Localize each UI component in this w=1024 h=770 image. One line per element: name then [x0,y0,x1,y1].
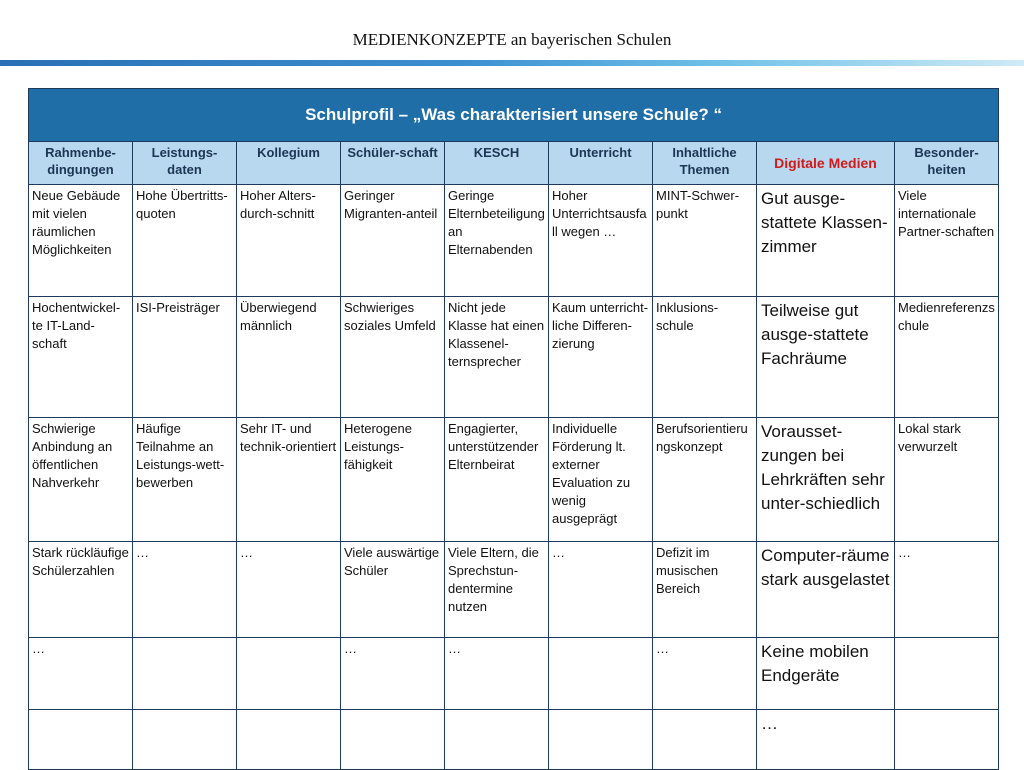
column-header: KESCH [445,142,549,185]
table-cell [237,638,341,710]
table-cell [549,710,653,770]
table-cell [653,710,757,770]
table-cell: … [653,638,757,710]
table-cell: Kaum unterricht-liche Differen-zierung [549,297,653,418]
table-cell: Heterogene Leistungs-fähigkeit [341,418,445,542]
table-cell: … [895,542,999,638]
table-cell: Überwiegend männlich [237,297,341,418]
table-cell [237,710,341,770]
table-cell: Viele Eltern, die Sprechstun-dentermine nutzen [445,542,549,638]
table-cell: Inklusions-schule [653,297,757,418]
table-cell: Stark rückläufige Schülerzahlen [29,542,133,638]
table-cell [133,638,237,710]
table-cell: … [445,638,549,710]
table-cell: Berufsorientierungskonzept [653,418,757,542]
table-cell: … [549,542,653,638]
table-cell-digital: Gut ausge-stattete Klassen-zimmer [757,185,895,297]
column-header: Kollegium [237,142,341,185]
table-row [29,542,999,638]
table-cell: Hoher Alters-durch-schnitt [237,185,341,297]
school-profile-table [28,88,999,770]
table-cell-digital: Keine mobilen Endgeräte [757,638,895,710]
table-cell: Schwierige Anbindung an öffentlichen Nahverkehr [29,418,133,542]
column-header: Inhaltliche Themen [653,142,757,185]
table-cell: Hochentwickel-te IT-Land-schaft [29,297,133,418]
table-title: Schulprofil – „Was charakterisiert unsere Schule? “ [29,89,999,142]
column-header: Leistungs-daten [133,142,237,185]
table-cell: … [341,638,445,710]
table-cell [445,710,549,770]
table-cell-digital: Teilweise gut ausge-stattete Fachräume [757,297,895,418]
table-cell-digital: … [757,710,895,770]
table-cell: Geringe Elternbeteiligung an Elternabenden [445,185,549,297]
table-cell: Schwieriges soziales Umfeld [341,297,445,418]
column-header: Besonder-heiten [895,142,999,185]
table-cell: Sehr IT- und technik-orientiert [237,418,341,542]
table-cell [549,638,653,710]
table-row [29,185,999,297]
table-row [29,418,999,542]
table-cell: Hoher Unterrichtsausfall wegen … [549,185,653,297]
table-cell: MINT-Schwer-punkt [653,185,757,297]
table-row [29,710,999,770]
table-cell-digital: Computer-räume stark ausgelastet [757,542,895,638]
column-header: Schüler-schaft [341,142,445,185]
table-cell: Geringer Migranten-anteil [341,185,445,297]
table-cell: Nicht jede Klasse hat einen Klassenel-ternsprecher [445,297,549,418]
table-cell [133,710,237,770]
slide-header-title: MEDIENKONZEPTE an bayerischen Schulen [352,30,672,49]
table-cell: … [29,638,133,710]
table-cell [895,638,999,710]
table-cell-digital: Vorausset-zungen bei Lehrkräften sehr unter-schiedlich [757,418,895,542]
column-header: Rahmenbe-dingungen [29,142,133,185]
column-header-row [29,142,999,185]
table-cell: Viele auswärtige Schüler [341,542,445,638]
table-cell: Lokal stark verwurzelt [895,418,999,542]
table-cell: Häufige Teilnahme an Leistungs-wett-bewerben [133,418,237,542]
column-header: Unterricht [549,142,653,185]
table-cell [29,710,133,770]
table-cell: Neue Gebäude mit vielen räumlichen Möglichkeiten [29,185,133,297]
column-header-digital-media: Digitale Medien [757,142,895,185]
table-cell: Hohe Übertritts-quoten [133,185,237,297]
header-gradient-bar [0,60,1024,66]
table-cell: Medienreferenzschule [895,297,999,418]
table-cell: Defizit im musischen Bereich [653,542,757,638]
table-cell: … [237,542,341,638]
table-cell: Individuelle Förderung lt. externer Evaluation zu wenig ausgeprägt [549,418,653,542]
table-cell: ISI-Preisträger [133,297,237,418]
table-cell: … [133,542,237,638]
table-cell [895,710,999,770]
table-cell: Engagierter, unterstützender Elternbeirat [445,418,549,542]
table-row [29,297,999,418]
table-row [29,638,999,710]
table-cell: Viele internationale Partner-schaften [895,185,999,297]
table-cell [341,710,445,770]
profile-table-container [28,88,998,770]
